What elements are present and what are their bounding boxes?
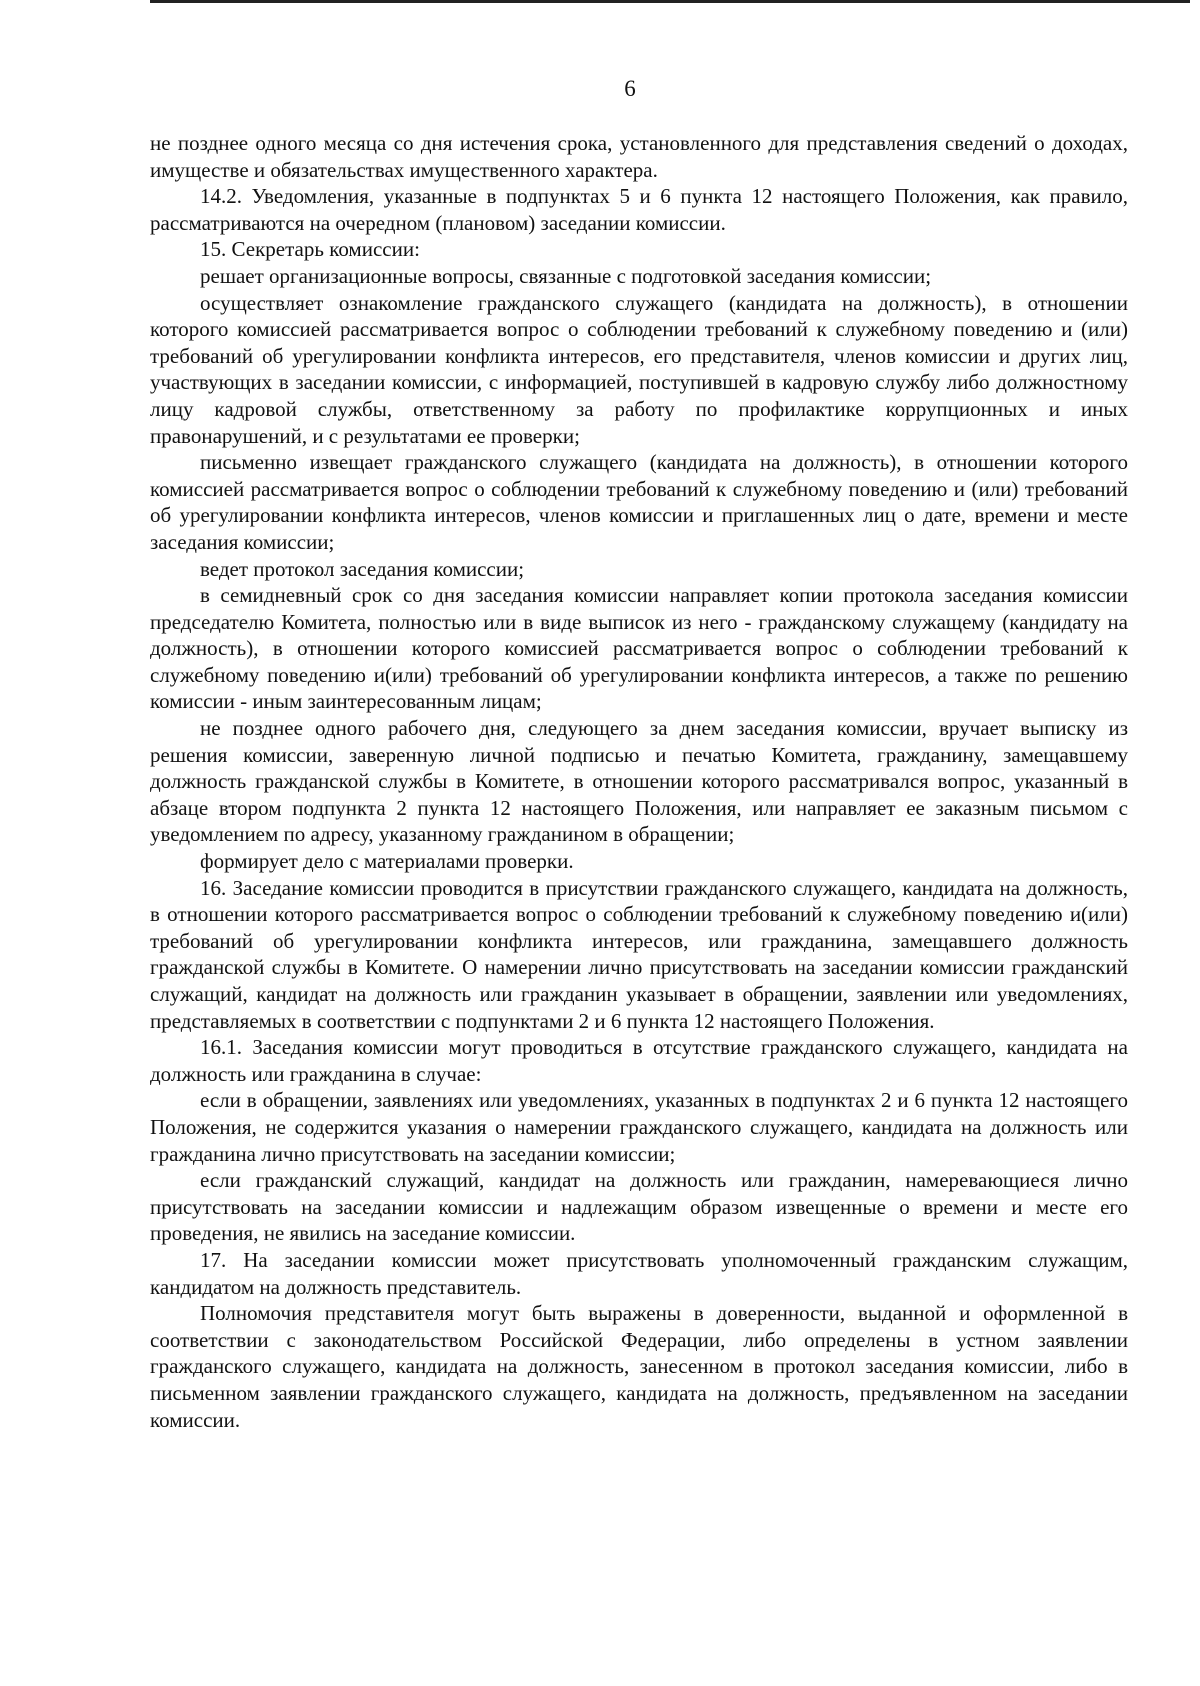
page-number: 6 <box>624 76 636 101</box>
paragraph: ведет протокол заседания комиссии; <box>200 556 525 581</box>
paragraph: 15. Секретарь комиссии: <box>200 237 420 262</box>
paragraph: в семидневный срок со дня заседания комиссии направляет копии протокола заседания комиссии председателю Комитета, полностью или в виде выписок из него - гражданскому служащему (кандидату на должность), в отношении которого комиссией рассматривается вопрос о соблюдении требований к служебному поведению и(или) требований об урегулировании конфликта интересов, а также по решению комиссии - иным заинтересованным лицам; <box>150 583 1128 714</box>
document-body <box>150 130 1128 1433</box>
paragraph: решает организационные вопросы, связанные с подготовкой заседания комиссии; <box>200 263 932 288</box>
paragraph: не позднее одного рабочего дня, следующего за днем заседания комиссии, вручает выписку из решения комиссии, заверенную личной подписью и печатью Комитета, гражданину, замещавшему должность гражданской службы в Комитете, в отношении которого рассматривался вопрос, указанный в абзаце втором подпункта 2 пункта 12 настоящего Положения, или направляет ее заказным письмом с уведомлением по адресу, указанному гражданином в обращении; <box>150 716 1128 847</box>
paragraph: 16.1. Заседания комиссии могут проводиться в отсутствие гражданского служащего, кандидата на должность или гражданина в случае: <box>150 1035 1128 1086</box>
paragraph: если гражданский служащий, кандидат на должность или гражданин, намеревающиеся лично присутствовать на заседании комиссии и надлежащим образом извещенные о времени и месте его проведения, не явились на заседание комиссии. <box>150 1168 1128 1246</box>
paragraph: формирует дело с материалами проверки. <box>200 849 574 874</box>
paragraph: 14.2. Уведомления, указанные в подпунктах 5 и 6 пункта 12 настоящего Положения, как правило, рассматриваются на очередном (плановом) заседании комиссии. <box>150 184 1128 235</box>
paragraph: если в обращении, заявлениях или уведомлениях, указанных в подпунктах 2 и 6 пункта 12 настоящего Положения, не содержится указания о намерении гражданского служащего, кандидата на должность или гражданина лично присутствовать на заседании комиссии; <box>150 1088 1128 1166</box>
paragraph: Полномочия представителя могут быть выражены в доверенности, выданной и оформленной в соответствии с законодательством Российской Федерации, либо определены в устном заявлении гражданского служащего, кандидата на должность, занесенном в протокол заседания комиссии, либо в письменном заявлении гражданского служащего, кандидата на должность, предъявленном на заседании комиссии. <box>150 1301 1128 1432</box>
paragraph: не позднее одного месяца со дня истечения срока, установленного для представления сведений о доходах, имуществе и обязательствах имущественного характера. <box>150 131 1128 182</box>
top-rule <box>150 0 1190 3</box>
paragraph: осуществляет ознакомление гражданского служащего (кандидата на должность), в отношении которого комиссией рассматривается вопрос о соблюдении требований к служебному поведению и (или) требований об урегулировании конфликта интересов, его представителя, членов комиссии и других лиц, участвующих в заседании комиссии, с информацией, поступившей в кадровую службу либо должностному лицу кадровой службы, ответственному за работу по профилактике коррупционных и иных правонарушений, и с результатами ее проверки; <box>150 290 1128 448</box>
paragraph: 16. Заседание комиссии проводится в присутствии гражданского служащего, кандидата на должность, в отношении которого рассматривается вопрос о соблюдении требований к служебному поведению и(или) требований об урегулировании конфликта интересов, или гражданина, замещавшего должность гражданской службы в Комитете. О намерении лично присутствовать на заседании комиссии гражданский служащий, кандидат на должность или гражданин указывает в обращении, заявлении или уведомлениях, представляемых в соответствии с подпунктами 2 и 6 пункта 12 настоящего Положения. <box>150 875 1128 1033</box>
paragraph: 17. На заседании комиссии может присутствовать уполномоченный гражданским служащим, кандидатом на должность представитель. <box>150 1247 1128 1299</box>
paragraph: письменно извещает гражданского служащего (кандидата на должность), в отношении которого комиссией рассматривается вопрос о соблюдении требований к служебному поведению и (или) требований об урегулировании конфликта интересов, членов комиссии и приглашенных лиц о дате, времени и месте заседания комиссии; <box>150 450 1128 554</box>
